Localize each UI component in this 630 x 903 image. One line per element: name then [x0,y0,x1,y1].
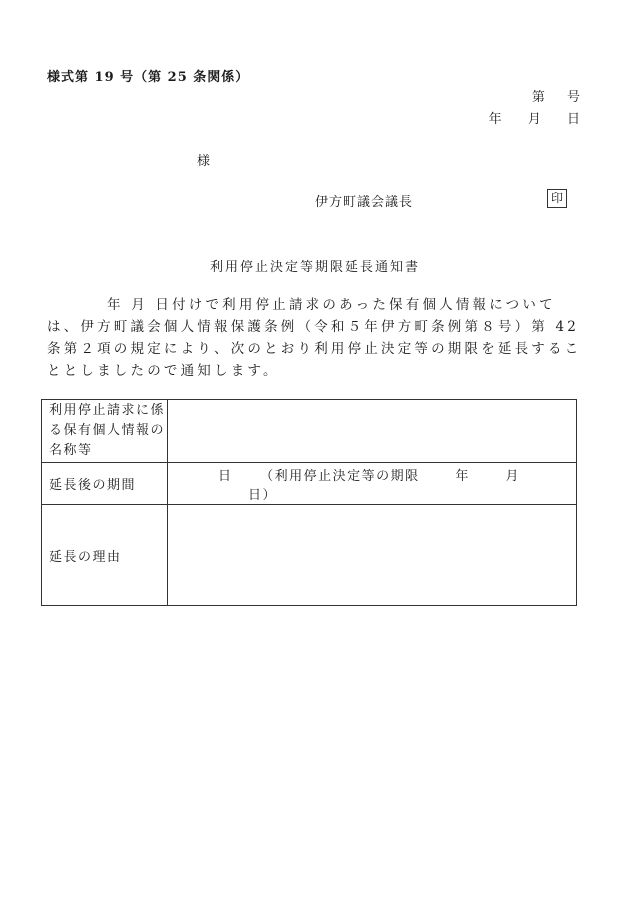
period-close: 日） [248,487,278,503]
period-label: 延長後の期間 [42,463,168,505]
document-date [467,108,580,127]
doc-number-prefix: 第 [531,90,545,105]
sender-title: 伊方町議会議長 [315,195,414,210]
document-title: 利用停止決定等期限延長通知書 [209,260,420,275]
info-name-value[interactable] [168,400,577,463]
table-row [42,505,577,606]
doc-number-suffix: 号 [566,90,580,105]
reason-label: 延長の理由 [42,505,168,606]
notice-body: 年 月 日付けで利用停止請求のあった保有個人情報については、伊方町議会個人情報保護条例（令和５年伊方町条例第８号）第 42 条第２項の規定により、次のとおり利用停止決定等の期限を延長することとしましたので通知します。 [47,297,582,379]
date-month: 月 [527,112,541,127]
extension-table [41,399,577,606]
form-number: 様式第 19 号（第 25 条関係） [47,70,250,85]
period-deadline-label: （利用停止決定等の期限 [260,468,420,484]
period-month: 月 [505,468,520,484]
info-name-label: 利用停止請求に係る保有個人情報の名称等 [42,400,168,463]
addressee: 様 [197,154,211,169]
document-number [532,86,580,105]
seal-mark: 印 [547,189,567,208]
date-day: 日 [566,112,580,127]
table-row [42,400,577,463]
period-year: 年 [455,468,470,484]
reason-value[interactable] [168,505,577,606]
date-year: 年 [488,112,502,127]
period-day: 日 [218,468,233,484]
table-row [42,463,577,505]
period-value[interactable] [168,463,577,505]
